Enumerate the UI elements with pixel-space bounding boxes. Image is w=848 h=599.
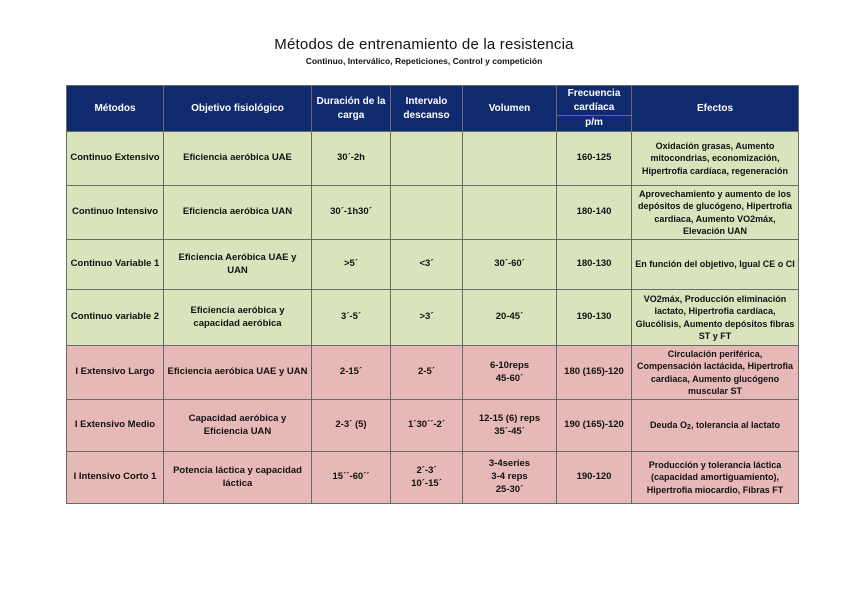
cell-intervalo: 2-5´: [391, 346, 463, 400]
header-frecuencia: Frecuencia cardíaca: [557, 86, 632, 116]
cell-frecuencia: 190 (165)-120: [557, 400, 632, 452]
table-row: [67, 400, 799, 452]
volumen-line: 3-4 reps: [491, 471, 528, 483]
cell-intervalo: [391, 452, 463, 504]
cell-efectos: Oxidación grasas, Aumento mitocondrias, economización, Hipertrofia cardíaca, regeneración: [632, 132, 799, 186]
header-metodos: Métodos: [67, 86, 164, 132]
cell-metodo: I Intensivo Corto 1: [67, 452, 164, 504]
cell-volumen: [463, 346, 557, 400]
cell-objetivo: Eficiencia aeróbica y capacidad aeróbica: [164, 290, 312, 346]
intervalo-line: 10´-15´: [411, 477, 442, 489]
cell-volumen: [463, 400, 557, 452]
cell-metodo: Continuo Variable 1: [67, 240, 164, 290]
table-row: [67, 132, 799, 186]
cell-volumen: [463, 186, 557, 240]
volumen-line: 3-4series: [488, 458, 531, 470]
training-methods-table: [66, 85, 799, 504]
cell-volumen: 20-45´: [463, 290, 557, 346]
header-objetivo: Objetivo fisiológico: [164, 86, 312, 132]
cell-volumen: [463, 132, 557, 186]
volumen-line: 12-15 (6) reps: [478, 412, 541, 424]
header-frecuencia-unit: p/m: [557, 116, 632, 132]
cell-duracion: 30´-2h: [312, 132, 391, 186]
cell-efectos: Producción y tolerancia láctica (capacidad amortiguamiento), Hipertrofia miocardio, Fibras FT: [632, 452, 799, 504]
cell-intervalo: 1´30´´-2´: [391, 400, 463, 452]
table-row: [67, 346, 799, 400]
intervalo-line: 2´-3´: [416, 464, 437, 476]
volumen-line: 6-10reps: [489, 359, 530, 371]
cell-frecuencia: 190-120: [557, 452, 632, 504]
cell-efectos: Aprovechamiento y aumento de los depósitos de glucógeno, Hipertrofia cardiaca, Aumento VO2máx, Elevación UAN: [632, 186, 799, 240]
cell-efectos: En función del objetivo, Igual CE o CI: [632, 240, 799, 290]
cell-objetivo: Potencia láctica y capacidad láctica: [164, 452, 312, 504]
cell-efectos: Circulación periférica, Compensación lactácida, Hipertrofia cardiaca, Aumento glucógeno muscular ST: [632, 346, 799, 400]
cell-objetivo: Eficiencia aeróbica UAN: [164, 186, 312, 240]
cell-frecuencia: 180-140: [557, 186, 632, 240]
cell-duracion: 2-15´: [312, 346, 391, 400]
volumen-line: 35´-45´: [494, 425, 525, 437]
header-volumen: Volumen: [463, 86, 557, 132]
cell-duracion: 3´-5´: [312, 290, 391, 346]
volumen-line: 25-30´: [495, 483, 524, 495]
volumen-line: 45-60´: [495, 372, 524, 384]
page-title: Métodos de entrenamiento de la resistencia: [274, 36, 574, 53]
header-intervalo: Intervalo descanso: [391, 86, 463, 132]
efectos-text: Deuda O: [650, 419, 688, 430]
efectos-subscript: 2: [687, 423, 691, 431]
header-efectos: Efectos: [632, 86, 799, 132]
cell-metodo: Continuo variable 2: [67, 290, 164, 346]
cell-objetivo: Capacidad aeróbica y Eficiencia UAN: [164, 400, 312, 452]
cell-frecuencia: 160-125: [557, 132, 632, 186]
cell-efectos: [632, 400, 799, 452]
header-row: [67, 86, 799, 116]
cell-volumen: [463, 452, 557, 504]
table-row: [67, 240, 799, 290]
cell-duracion: 15´´-60´´: [312, 452, 391, 504]
cell-objetivo: Eficiencia aeróbica UAE: [164, 132, 312, 186]
cell-metodo: I Extensivo Medio: [67, 400, 164, 452]
cell-frecuencia: 180-130: [557, 240, 632, 290]
efectos-text: , tolerancia al lactato: [690, 419, 780, 430]
cell-metodo: I Extensivo Largo: [67, 346, 164, 400]
header-duracion: Duración de la carga: [312, 86, 391, 132]
cell-duracion: 30´-1h30´: [312, 186, 391, 240]
cell-intervalo: <3´: [391, 240, 463, 290]
cell-intervalo: >3´: [391, 290, 463, 346]
cell-objetivo: Eficiencia aeróbica UAE y UAN: [164, 346, 312, 400]
table-row: [67, 452, 799, 504]
cell-frecuencia: 180 (165)-120: [557, 346, 632, 400]
cell-volumen: 30´-60´: [463, 240, 557, 290]
page-subtitle: Continuo, Interválico, Repeticiones, Control y competición: [305, 56, 543, 66]
cell-objetivo: Eficiencia Aeróbica UAE y UAN: [164, 240, 312, 290]
cell-efectos: VO2máx, Producción eliminación lactato, Hipertrofia cardíaca, Glucólisis, Aumento depósitos fibras ST y FT: [632, 290, 799, 346]
cell-frecuencia: 190-130: [557, 290, 632, 346]
cell-duracion: >5´: [312, 240, 391, 290]
cell-intervalo: [391, 132, 463, 186]
cell-duracion: 2-3´ (5): [312, 400, 391, 452]
cell-intervalo: [391, 186, 463, 240]
cell-metodo: Continuo Intensivo: [67, 186, 164, 240]
table-row: [67, 290, 799, 346]
cell-metodo: Continuo Extensivo: [67, 132, 164, 186]
table-row: [67, 186, 799, 240]
